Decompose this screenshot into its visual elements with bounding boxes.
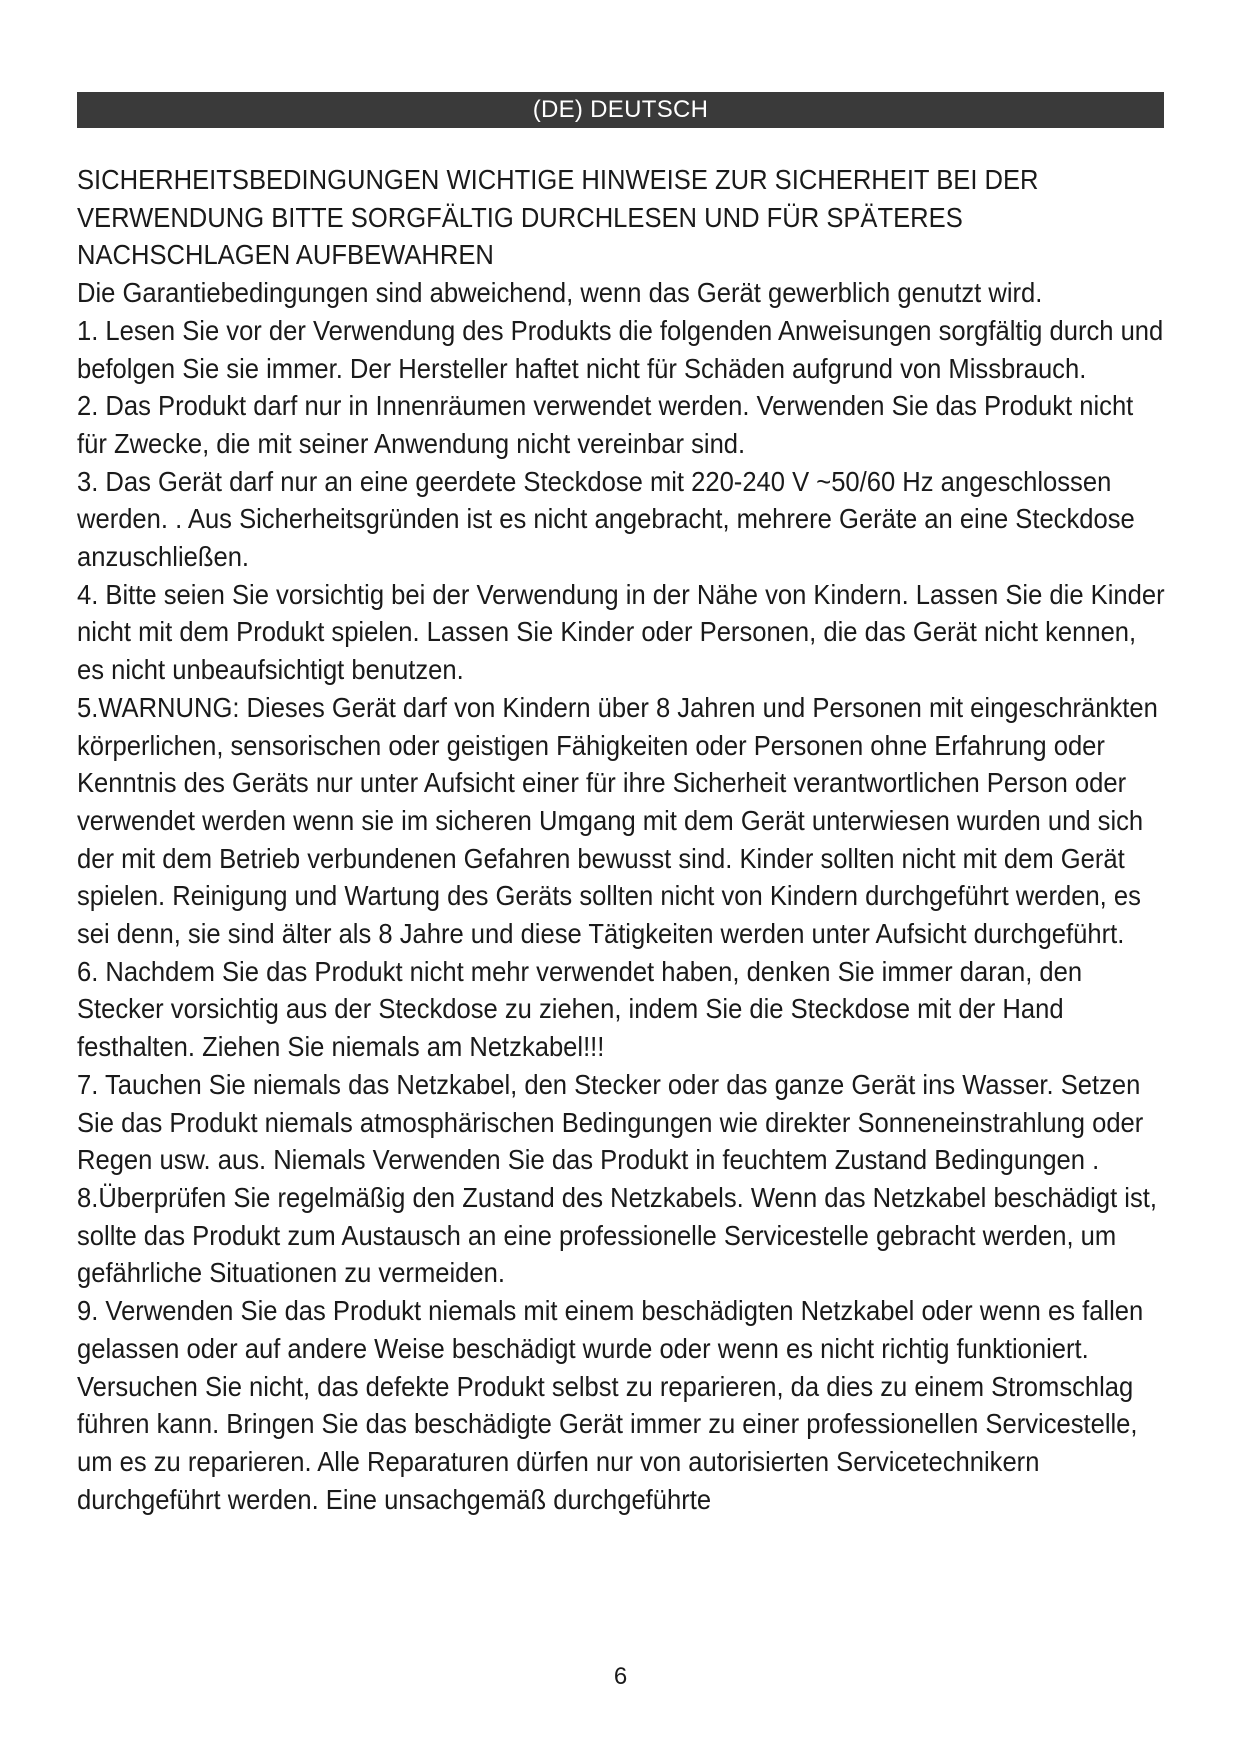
section-heading: SICHERHEITSBEDINGUNGEN WICHTIGE HINWEISE ZUR SICHERHEIT BEI DER VERWENDUNG BITTE SORGFÄLTIG DURCHLESEN UND FÜR SPÄTERES NACHSCHLAGEN AUFBEWAHREN — [77, 164, 1039, 271]
language-label: (DE) DEUTSCH — [532, 96, 709, 123]
instruction-item-6: 6. Nachdem Sie das Produkt nicht mehr verwendet haben, denken Sie immer daran, den Stecker vorsichtig aus der Steckdose zu ziehen, indem Sie die Steckdose mit der Hand festhalten. Ziehen Sie niemals am Netzkabel!!! — [77, 955, 1083, 1063]
instruction-item-4: 4. Bitte seien Sie vorsichtig bei der Verwendung in der Nähe von Kindern. Lassen Sie die Kinder nicht mit dem Produkt spielen. Lassen Sie Kinder oder Personen, die das Gerät nicht kennen, es nicht unbeaufsichtigt benutzen. — [77, 578, 1165, 686]
instruction-item-5: 5.WARNUNG: Dieses Gerät darf von Kindern über 8 Jahren und Personen mit eingeschränkten körperlichen, sensorischen oder geistigen Fähigkeiten oder Personen ohne Erfahrung oder Kenntnis des Geräts nur unter Aufsicht einer für ihre Sicherheit verantwortlichen Person oder verwendet werden wenn sie im sicheren Umgang mit dem Gerät unterwiesen wurden und sich der mit dem Betrieb verbundenen Gefahren bewusst sind. Kinder sollten nicht mit dem Gerät spielen. Reinigung und Wartung des Geräts sollten nicht von Kindern durchgeführt werden, es sei denn, sie sind älter als 8 Jahre und diese Tätigkeiten werden unter Aufsicht durchgeführt. — [77, 691, 1158, 950]
instruction-item-7: 7. Tauchen Sie niemals das Netzkabel, den Stecker oder das ganze Gerät ins Wasser. Setzen Sie das Produkt niemals atmosphärischen Bedingungen wie direkter Sonneneinstrahlung oder Regen usw. aus. Niemals Verwenden Sie das Produkt in feuchtem Zustand Bedingungen . — [77, 1068, 1144, 1176]
page-number: 6 — [613, 1663, 628, 1690]
document-body — [77, 161, 1167, 1518]
instruction-item-1: 1. Lesen Sie vor der Verwendung des Produkts die folgenden Anweisungen sorgfältig durch und befolgen Sie sie immer. Der Hersteller haftet nicht für Schäden aufgrund von Missbrauch. — [77, 314, 1164, 384]
instruction-item-3: 3. Das Gerät darf nur an eine geerdete Steckdose mit 220-240 V ~50/60 Hz angeschlossen werden. . Aus Sicherheitsgründen ist es nicht angebracht, mehrere Geräte an eine Steckdose anzuschließen. — [77, 465, 1135, 573]
instruction-item-9: 9. Verwenden Sie das Produkt niemals mit einem beschädigten Netzkabel oder wenn es fallen gelassen oder auf andere Weise beschädigt wurde oder wenn es nicht richtig funktioniert. Versuchen Sie nicht, das defekte Produkt selbst zu reparieren, da dies zu einem Stromschlag führen kann. Bringen Sie das beschädigte Gerät immer zu einer professionellen Servicestelle, um es zu reparieren. Alle Reparaturen dürfen nur von autorisierten Servicetechnikern durchgeführt werden. Eine unsachgemäß durchgeführte — [77, 1295, 1144, 1515]
instruction-item-8: 8.Überprüfen Sie regelmäßig den Zustand des Netzkabels. Wenn das Netzkabel beschädigt ist, sollte das Produkt zum Austausch an eine professionelle Servicestelle gebracht werden, um gefährliche Situationen zu vermeiden. — [77, 1181, 1157, 1289]
intro-paragraph: Die Garantiebedingungen sind abweichend, wenn das Gerät gewerblich genutzt wird. — [77, 277, 1043, 309]
language-header-bar — [77, 92, 1164, 128]
instruction-item-2: 2. Das Produkt darf nur in Innenräumen verwendet werden. Verwenden Sie das Produkt nicht für Zwecke, die mit seiner Anwendung nicht vereinbar sind. — [77, 390, 1134, 459]
